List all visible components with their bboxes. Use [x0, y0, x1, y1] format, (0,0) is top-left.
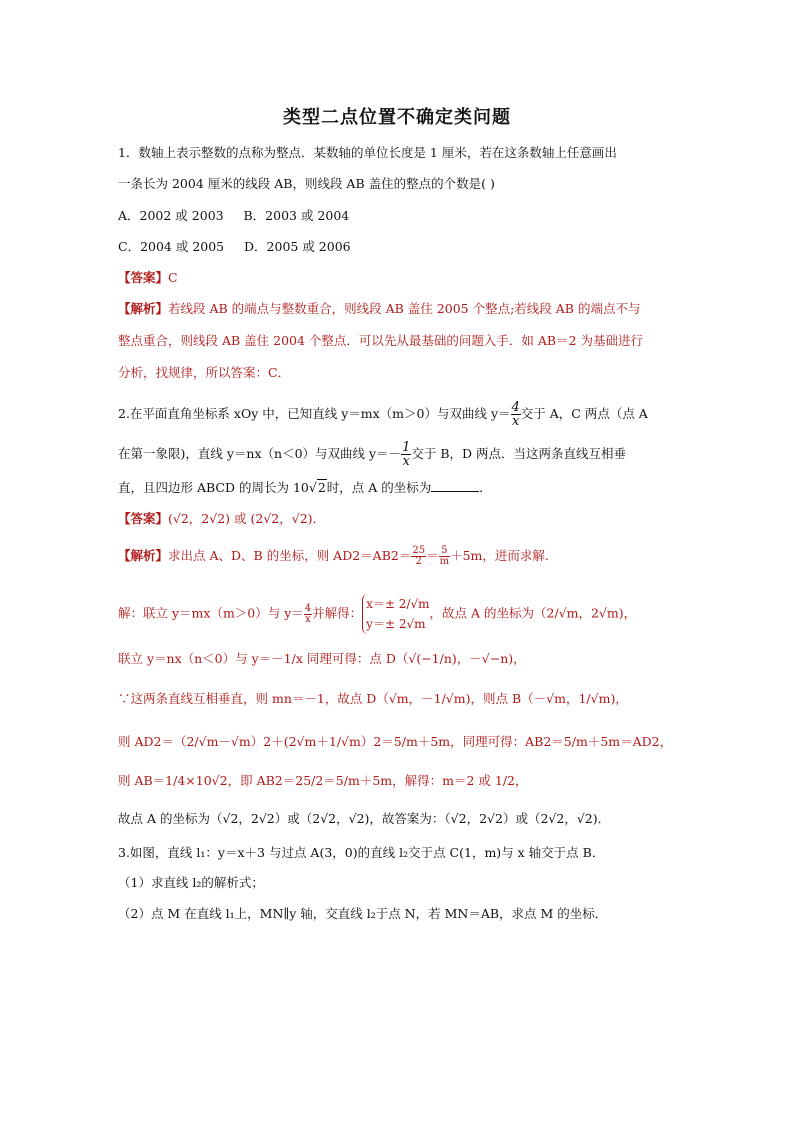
q2-line1-text-a: 2.在平面直角坐标系 xOy 中，已知直线 y＝mx（m＞0）与双曲线 y＝	[118, 406, 511, 421]
q2-line1	[118, 401, 648, 428]
q2-solution-line1	[118, 594, 636, 634]
q1-answer-value: C	[168, 270, 178, 285]
fraction-denominator: 2	[411, 556, 426, 567]
q2-line1-text-b: 交于 A，C 两点（点 A	[520, 406, 648, 421]
analysis-tag: 【解析】	[118, 301, 169, 316]
q1-option-a: A．2002 或 2003	[118, 208, 224, 223]
answer-blank	[431, 491, 479, 492]
fraction-denominator: x	[402, 454, 410, 469]
q2-solution-line2: 联立 y＝nx（n＜0）与 y＝－1/x 同理可得：点 D（√(−1/n)，－√−n)，	[118, 651, 526, 666]
analysis-tag: 【解析】	[118, 548, 169, 563]
q1-analysis-line2: 整点重合，则线段 AB 盖住 2004 个整点．可以先从最基础的问题入手．如 AB＝2 为基础进行	[118, 333, 644, 348]
equals-sign: ＝	[426, 548, 439, 563]
q2-line3-text-b: 时，点 A 的坐标为	[326, 480, 432, 495]
q2-answer-value: (√2，2√2) 或 (2√2，√2)．	[168, 511, 326, 526]
sqrt-radicand: 2	[317, 480, 326, 495]
fraction-numerator: 4	[304, 602, 312, 614]
q3-line1: 3.如图，直线 l₁：y＝x＋3 与过点 A(3，0)的直线 l₂交于点 C(1，m)与 x 轴交于点 B．	[118, 845, 605, 860]
q2-solution-line6: 故点 A 的坐标为（√2，2√2）或（2√2，√2)，故答案为：（√2，2√2）或（2√2，√2)．	[118, 811, 611, 826]
q2-solution-line4: 则 AD2＝（2/√m－√m）2＋(2√m＋1/√m）2＝5/m＋5m，同理可得：AB2＝5/m＋5m＝AD2，	[118, 734, 673, 749]
q1-answer	[118, 269, 178, 287]
equation-system	[362, 594, 429, 634]
q2-fraction-4-over-x	[511, 401, 521, 428]
q1-line1: 1．数轴上表示整数的点称为整点．某数轴的单位长度是 1 厘米，若在这条数轴上任意画出	[118, 145, 617, 160]
q2-solution-line3: ∵这两条直线互相垂直，则 mn＝－1，故点 D（√m，－1/√m)，则点 B（－√m，1/√m)，	[118, 691, 628, 706]
fraction-numerator: 25	[412, 545, 426, 556]
fraction-denominator: m	[439, 556, 450, 567]
q2-solution-text-c: ，故点 A 的坐标为（2/√m，2√m)，	[429, 605, 637, 621]
fraction-numerator: 4	[511, 400, 520, 415]
fraction-4-over-x	[304, 604, 312, 625]
q2-analysis-text-b: ＋5m，进而求解．	[450, 548, 558, 563]
q1-option-b: B．2003 或 2004	[243, 208, 350, 223]
q2-answer	[118, 510, 325, 528]
q2-line3-text-a: 直，且四边形 ABCD 的周长为 10	[118, 480, 309, 495]
q2-line3	[118, 479, 492, 497]
sqrt-symbol: √2	[308, 480, 326, 495]
q1-option-c: C．2004 或 2005	[118, 239, 225, 254]
q1-option-d: D．2005 或 2006	[244, 239, 351, 254]
q2-line2-text-a: 在第一象限)，直线 y＝nx（n＜0）与双曲线 y＝－	[118, 446, 402, 461]
answer-tag: 【答案】	[118, 511, 169, 526]
q2-analysis	[118, 546, 557, 567]
q2-line3-text-c: ．	[479, 480, 492, 495]
fraction-5-over-m	[439, 546, 450, 567]
answer-tag: 【答案】	[118, 270, 169, 285]
q2-solution-text-b: 并解得：	[312, 605, 363, 621]
fraction-denominator: x	[305, 613, 311, 625]
q2-line2	[118, 441, 626, 468]
q1-options-ab	[118, 207, 349, 225]
q3-part1: （1）求直线 l₂的解析式；	[118, 875, 264, 890]
q2-fraction-1-over-x	[401, 441, 411, 468]
q2-solution-line5: 则 AB＝1/4×10√2，即 AB2＝25/2＝5/m＋5m，解得：m＝2 或 1/2，	[118, 773, 528, 788]
fraction-numerator: 5	[441, 545, 448, 556]
q2-analysis-text-a: 求出点 A、D、B 的坐标，则 AD2＝AB2＝	[168, 548, 412, 563]
q1-line2: 一条长为 2004 厘米的线段 AB，则线段 AB 盖住的整点的个数是( )	[118, 176, 495, 191]
q1-analysis-line3: 分析，找规律，所以答案：C．	[118, 365, 291, 380]
q1-analysis-text1: 若线段 AB 的端点与整数重合，则线段 AB 盖住 2005 个整点;若线段 AB 的端点不与	[168, 301, 641, 316]
q1-analysis-line1	[118, 300, 640, 318]
fraction-denominator: x	[511, 414, 520, 429]
system-row-y: y＝± 2√m	[366, 617, 426, 631]
q3-part2: （2）点 M 在直线 l₁上，MN∥y 轴，交直线 l₂于点 N，若 MN＝AB，求点 M 的坐标．	[118, 906, 608, 921]
q2-solution-text-a: 解：联立 y＝mx（m＞0）与 y＝	[118, 605, 304, 621]
fraction-numerator: 1	[402, 440, 411, 455]
q1-options-cd	[118, 238, 351, 256]
q2-line2-text-b: 交于 B，D 两点．当这两条直线互相垂	[411, 446, 626, 461]
system-row-x: x＝± 2/√m	[366, 597, 430, 611]
page-title: 类型二点位置不确定类问题	[283, 107, 511, 128]
fraction-25-over-2	[411, 546, 426, 567]
